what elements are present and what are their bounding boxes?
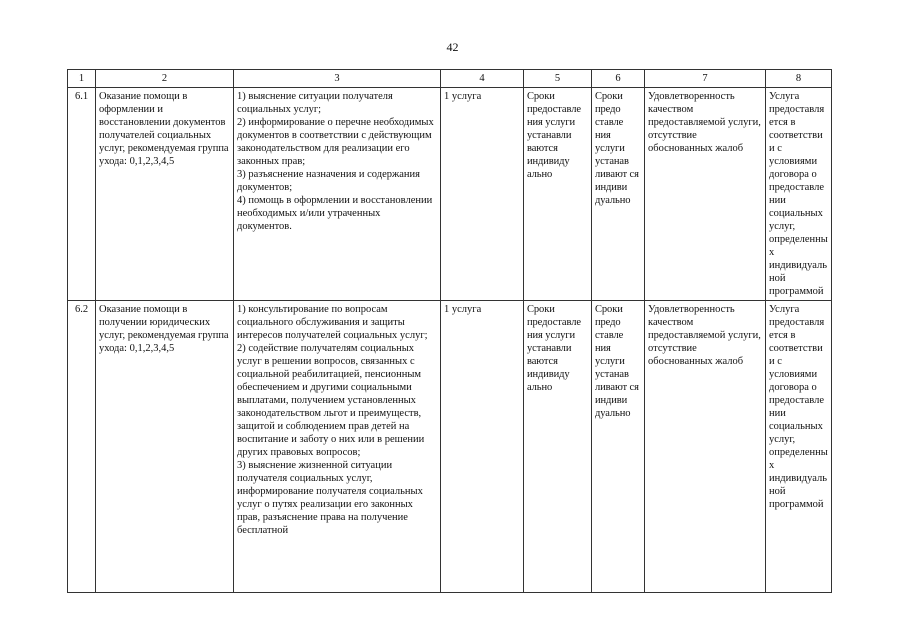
service-description (234, 88, 441, 301)
row-number: 6.1 (68, 88, 96, 301)
column-header: 8 (766, 70, 832, 88)
service-volume: 1 услуга (441, 301, 524, 593)
quality-indicators: Удовлетворенность качеством предоставляемой услуги, отсутствие обоснованных жалоб (645, 88, 766, 301)
service-terms-text: Услуга предоставляется в соответствии с условиями договора о предоставлении социальных услуг, определенных индивидуальной программой (769, 304, 828, 510)
column-header: 3 (234, 70, 441, 88)
service-name: Оказание помощи в получении юридических услуг, рекомендуемая группа ухода: 0,1,2,3,4,5 (96, 301, 234, 593)
service-terms (766, 301, 832, 593)
column-numbers-row (68, 70, 832, 88)
service-name: Оказание помощи в оформлении и восстановлении документов получателей социальных услуг, рекомендуемая группа ухода: 0,1,2,3,4,5 (96, 88, 234, 301)
column-header: 7 (645, 70, 766, 88)
service-terms-text: Услуга предоставляется в соответствии с условиями договора о предоставлении социальных услуг, определенных индивидуальной программой (769, 91, 828, 297)
service-terms (766, 88, 832, 301)
column-header: 1 (68, 70, 96, 88)
column-header: 2 (96, 70, 234, 88)
service-description-text: 1) консультирование по вопросам социального обслуживания и защиты интересов получателей социальных услуг; 2) содействие получателям социальных услуг в решении вопросов, связанных с социальной реабилитацией, пенсионным обеспечением и другими социальными выплатами, получением установленных законодательством льгот и преимуществ, защитой и соблюдением прав детей на воспитание и заботу о них или в решении других правовых вопросов; 3) выяснение жизненной ситуации получателя социальных услуг, информирование получателя социальных услуг о путях реализации его законных прав, разъяснение права на получение бесплатной (237, 304, 428, 536)
column-header: 6 (592, 70, 645, 88)
column-header: 5 (524, 70, 592, 88)
service-description-text: 1) выяснение ситуации получателя социальных услуг; 2) информирование о перечне необходимых документов в соответствии с действующим законодательством для реализации его законных прав; 3) разъяснение назначения и содержания документов; 4) помощь в оформлении и восстановлении необходимых и/или утраченных документов. (237, 91, 434, 232)
table-row (68, 301, 832, 593)
services-table (67, 69, 832, 593)
column-header: 4 (441, 70, 524, 88)
quality-indicators: Удовлетворенность качеством предоставляемой услуги, отсутствие обоснованных жалоб (645, 301, 766, 593)
service-conditions: Сроки предо ставле ния услуги устанав ливают ся индиви дуально (592, 88, 645, 301)
table-row (68, 88, 832, 301)
service-volume: 1 услуга (441, 88, 524, 301)
page-number: 42 (446, 40, 459, 54)
service-description (234, 301, 441, 593)
row-number: 6.2 (68, 301, 96, 593)
service-timing: Сроки предоставле ния услуги устанавли ваются индивиду ально (524, 301, 592, 593)
service-timing: Сроки предоставле ния услуги устанавли ваются индивиду ально (524, 88, 592, 301)
service-conditions: Сроки предо ставле ния услуги устанав ливают ся индиви дуально (592, 301, 645, 593)
